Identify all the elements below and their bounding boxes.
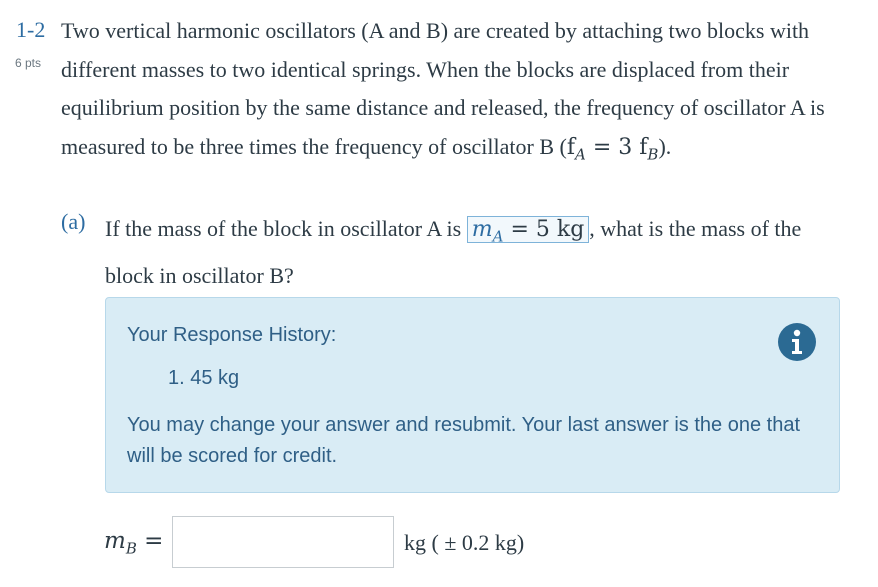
answer-sub: B xyxy=(125,539,137,558)
frequency-relation xyxy=(566,134,659,163)
history-list-item: 1. 45 kg xyxy=(168,367,240,389)
given-mass-sub: A xyxy=(492,227,504,246)
history-note: You may change your answer and resubmit. Your last answer is the one that will be scored for credit. xyxy=(127,414,800,467)
question-points: 6 pts xyxy=(15,56,42,70)
answer-unit: kg ( ± 0.2 kg) xyxy=(404,530,525,555)
prompt-text: Two vertical harmonic oscillators (A and B) are created by attaching two blocks with different masses to two identical springs. When the blocks are displaced from their equilibrium position by the same distance and released, the frequency of oscillator A is measured to be three times the frequency of oscillator B ( xyxy=(61,18,825,159)
question-prompt xyxy=(61,12,851,173)
part-a-label: (a) xyxy=(61,209,86,234)
relation-close: ). xyxy=(658,133,672,159)
relation-left: f xyxy=(566,134,575,160)
given-mass-value: 5 kg xyxy=(535,217,585,242)
relation-op: = 3 xyxy=(585,134,640,160)
question-number: 1-2 xyxy=(16,17,46,42)
relation-left-sub: A xyxy=(574,144,586,163)
answer-symbol: m xyxy=(104,528,126,554)
given-mass-symbol: m xyxy=(471,217,493,242)
given-mass-highlight xyxy=(467,216,590,246)
answer-equals: = xyxy=(136,528,164,554)
relation-right-sub: B xyxy=(647,144,659,163)
part-a-text-after: , what is the mass of the block in oscillator B? xyxy=(105,216,802,289)
answer-label xyxy=(104,528,163,558)
response-history-panel xyxy=(105,297,840,493)
relation-right: f xyxy=(639,134,648,160)
given-mass-equals: = xyxy=(503,217,536,242)
part-a-text xyxy=(105,209,845,296)
answer-input[interactable] xyxy=(172,516,394,568)
history-title: Your Response History: xyxy=(127,324,337,346)
part-a-text-before: If the mass of the block in oscillator A is xyxy=(105,216,467,241)
info-icon[interactable] xyxy=(777,322,817,362)
